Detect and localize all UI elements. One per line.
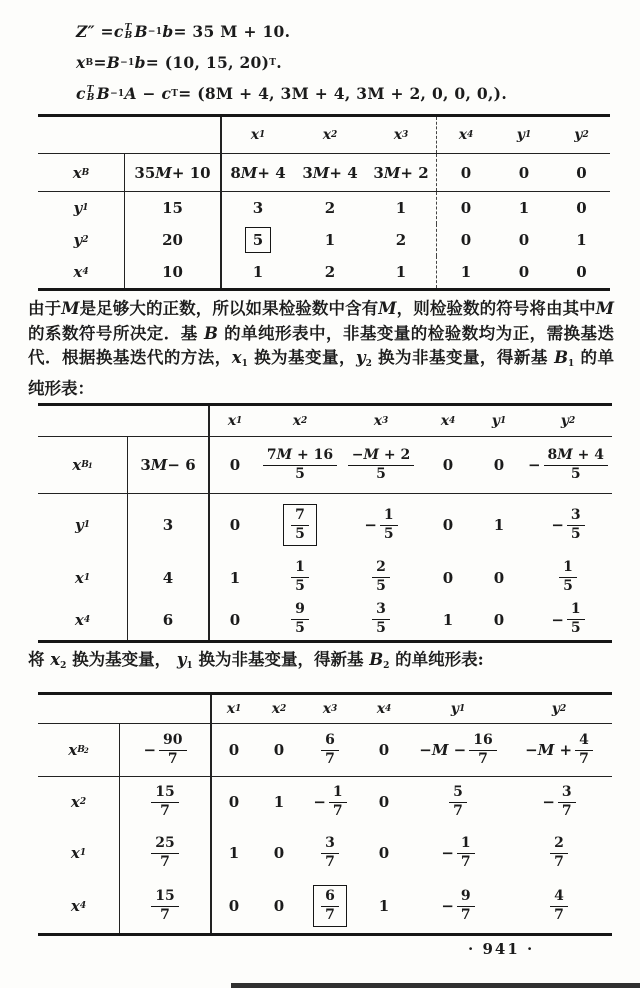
row-value: 15 — [125, 192, 222, 224]
table-cell: 1 — [324, 231, 336, 249]
table-cell: $\frac{1}{5}$ — [524, 556, 612, 599]
column-header: y 2 — [574, 127, 589, 143]
header-spacer — [38, 117, 125, 153]
table-row — [38, 494, 612, 556]
row-value: 20 — [125, 224, 222, 256]
row-label: x 4 — [38, 879, 120, 933]
table-cell: 1 — [273, 793, 285, 811]
table-cell: 0 — [493, 568, 505, 587]
table-cell: 0 — [518, 263, 530, 281]
row-value: 3 M − 6 — [128, 437, 210, 493]
table-cell: 1 — [366, 192, 437, 224]
table-cell: 0 — [460, 199, 472, 217]
column-header: x 3 — [366, 117, 437, 153]
row-label: x 1 — [38, 827, 120, 879]
row-value: $\frac{15}{7}$ — [120, 879, 212, 933]
pivot-element-box: 5 — [245, 227, 271, 253]
row-label: y 2 — [38, 224, 125, 256]
row-value: 6 — [128, 599, 210, 640]
row-label: x 4 — [38, 256, 125, 288]
table-cell: 0 — [576, 163, 587, 182]
column-header: x 3 — [322, 701, 338, 717]
table-row — [38, 879, 612, 933]
table-header-row — [38, 117, 610, 154]
header-spacer — [125, 117, 222, 153]
table-cell: $\frac{2}{7}$ — [506, 827, 612, 879]
table-cell: −M − $\frac{16}{7}$ — [410, 724, 506, 776]
row-label: x B — [38, 154, 125, 191]
column-header: y 2 — [560, 413, 576, 429]
table-cell — [302, 879, 358, 933]
table-cell: $\frac{3}{7}$ — [302, 827, 358, 879]
column-header: y 1 — [491, 413, 507, 429]
table-cell: 8 M + 4 — [230, 163, 286, 182]
table-cell: 0 — [442, 516, 454, 534]
table-cell: − $\frac{1}{5}$ — [340, 494, 422, 556]
table-cell: 0 — [518, 231, 530, 249]
table-cell: $\frac{6}{7}$ — [302, 724, 358, 776]
table-cell: 0 — [493, 610, 505, 629]
header-spacer — [120, 695, 212, 723]
header-spacer — [128, 406, 210, 436]
row-label: x 1 — [38, 556, 128, 599]
table-cell: 0 — [273, 741, 285, 759]
objective-row — [38, 154, 610, 192]
table-cell: 0 — [229, 516, 241, 534]
table-cell: $\frac{9}{5}$ — [260, 599, 340, 640]
paragraph-iteration-explanation: 由于M是足够大的正数，所以如果检验数中含有M，则检验数的符号将由其中M的系数符号所决定．基 B 的单纯形表中，非基变量的检验数均为正，需换基迭代．根据换基迭代的方法，$x_1$ 换为基变量，$y_2$ 换为非基变量，得新基 $B_1$ 的单纯形表： — [28, 299, 615, 398]
table-cell: 2 — [324, 263, 336, 281]
table-cell: 0 — [378, 844, 390, 862]
table-cell: 1 — [460, 263, 472, 281]
table-cell: $\frac{5}{7}$ — [410, 777, 506, 827]
column-header: x 2 — [322, 127, 338, 143]
row-value: 4 — [128, 556, 210, 599]
table-cell: 0 — [273, 844, 285, 862]
row-value: 35 M + 10 — [125, 154, 222, 191]
table-cell: − $\frac{3}{7}$ — [506, 777, 612, 827]
column-header: x 2 — [271, 701, 287, 717]
table-cell: 1 — [442, 610, 454, 629]
table-cell — [222, 224, 294, 256]
row-value: $\frac{15}{7}$ — [120, 777, 212, 827]
table-cell: 2 — [366, 224, 437, 256]
row-value: 3 — [128, 494, 210, 556]
table-cell: 0 — [518, 163, 530, 182]
table-row — [38, 256, 610, 288]
row-label: x B 2 — [38, 724, 120, 776]
table-cell: − $\frac{8M + 4}{5}$ — [524, 437, 612, 493]
column-header: x 3 — [373, 413, 389, 429]
table-cell: 1 — [252, 263, 264, 281]
table-row — [38, 224, 610, 256]
table-cell: 0 — [229, 456, 241, 474]
table-cell: 0 — [378, 741, 390, 759]
row-label: x B 1 — [38, 437, 128, 493]
table-cell: − $\frac{9}{7}$ — [410, 879, 506, 933]
column-header: x 4 — [458, 127, 474, 143]
table-header-row — [38, 695, 612, 724]
objective-row — [38, 437, 612, 494]
table-cell: 2 — [324, 199, 336, 217]
table-cell: −M + $\frac{4}{7}$ — [506, 724, 612, 776]
equation-objective-value: Z″ = c T B B −1 b = 35 M + 10. — [76, 22, 291, 41]
objective-row — [38, 724, 612, 777]
table-cell: $\frac{4}{7}$ — [506, 879, 612, 933]
equation-reduced-costs: c T B B −1 A − c T = (8M + 4, 3M + 4, 3M + 2, 0, 0, 0,). — [76, 84, 508, 103]
column-header: x 2 — [292, 413, 308, 429]
column-header: x 1 — [226, 701, 242, 717]
table-cell: 0 — [576, 199, 587, 217]
table-cell: 0 — [228, 793, 240, 811]
simplex-table-basis-B2 — [38, 692, 612, 936]
column-header: x 1 — [227, 413, 243, 429]
row-value: − $\frac{90}{7}$ — [120, 724, 212, 776]
table-cell: 1 — [493, 516, 505, 534]
pivot-element-box: $\frac{7}{5}$ — [283, 504, 317, 546]
table-cell: 1 — [366, 256, 437, 288]
table-cell: 1 — [518, 199, 530, 217]
table-cell: $\frac{3}{5}$ — [340, 599, 422, 640]
simplex-table-initial — [38, 114, 610, 291]
row-label: x 4 — [38, 599, 128, 640]
table-cell: 0 — [442, 456, 454, 474]
table-cell: 3 — [252, 199, 264, 217]
column-header: x 1 — [250, 127, 266, 143]
table-cell: 1 — [228, 844, 240, 862]
table-cell: − $\frac{1}{7}$ — [302, 777, 358, 827]
table-cell: $\frac{1}{5}$ — [260, 556, 340, 599]
table-cell: $\frac{2}{5}$ — [340, 556, 422, 599]
row-label: y 1 — [38, 192, 125, 224]
page-number: · 941 · — [468, 940, 535, 958]
table-cell: $\frac{-M + 2}{5}$ — [340, 437, 422, 493]
table-row — [38, 599, 612, 640]
table-cell: 0 — [442, 568, 454, 587]
table-cell: 0 — [460, 163, 472, 182]
table-row — [38, 777, 612, 827]
table-cell: 0 — [228, 897, 240, 915]
column-header: y 2 — [551, 701, 567, 717]
row-label: x 2 — [38, 777, 120, 827]
table-cell: 1 — [229, 568, 241, 587]
column-header: x 4 — [376, 701, 392, 717]
column-header: x 4 — [440, 413, 456, 429]
paragraph-next-pivot: 将 $x_2$ 换为基变量， $y_1$ 换为非基变量，得新基 $B_2$ 的单纯形表: — [28, 650, 484, 671]
table-cell: − $\frac{3}{5}$ — [524, 494, 612, 556]
table-cell: 0 — [273, 897, 285, 915]
table-row — [38, 192, 610, 224]
table-header-row — [38, 406, 612, 437]
table-cell: $\frac{7M + 16}{5}$ — [260, 437, 340, 493]
table-row — [38, 556, 612, 599]
column-header: y 1 — [450, 701, 466, 717]
table-cell: 0 — [460, 231, 472, 249]
table-cell: 0 — [378, 793, 390, 811]
table-cell: 0 — [228, 741, 240, 759]
equations-block — [76, 16, 507, 109]
table-cell: 3 M + 4 — [302, 163, 358, 182]
header-spacer — [38, 406, 128, 436]
table-cell: 1 — [378, 897, 390, 915]
table-cell: 0 — [229, 610, 241, 629]
table-cell: − $\frac{1}{5}$ — [524, 599, 612, 640]
table-cell — [260, 494, 340, 556]
row-label: y 1 — [38, 494, 128, 556]
row-value: $\frac{25}{7}$ — [120, 827, 212, 879]
row-value: 10 — [125, 256, 222, 288]
table-cell: 1 — [576, 231, 587, 249]
column-header: y 1 — [516, 127, 532, 143]
pivot-element-box: $\frac{6}{7}$ — [313, 885, 347, 927]
table-cell: 3 M + 2 — [366, 154, 437, 191]
table-row — [38, 827, 612, 879]
table-cell: 0 — [493, 456, 505, 474]
scan-artifact-bar — [231, 983, 640, 988]
equation-basic-solution: x B = B −1 b = (10, 15, 20) T . — [76, 53, 282, 72]
header-spacer — [38, 695, 120, 723]
table-cell: 0 — [576, 263, 587, 281]
table-cell: − $\frac{1}{7}$ — [410, 827, 506, 879]
simplex-table-basis-B1 — [38, 403, 612, 643]
